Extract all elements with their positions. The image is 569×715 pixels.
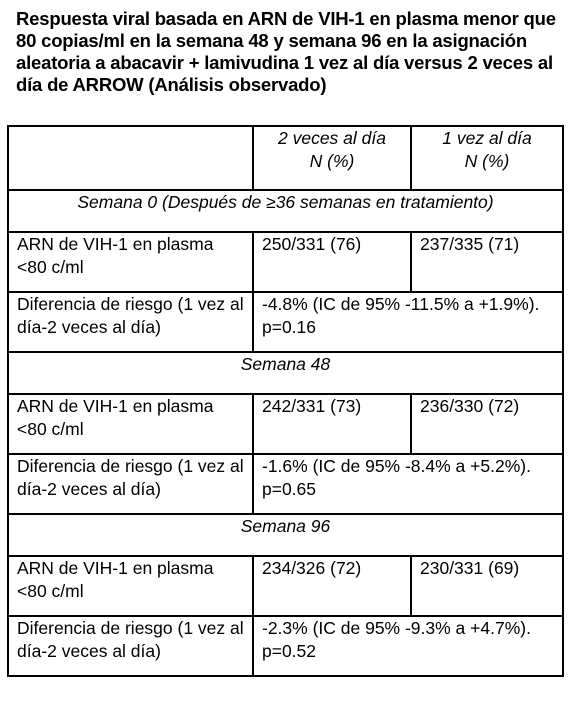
row-label: ARN de VIH-1 en plasma <80 c/ml (8, 232, 253, 292)
risk-difference-value: -1.6% (IC de 95% -8.4% a +5.2%). p=0.65 (253, 454, 563, 514)
section-heading-row (8, 514, 563, 556)
header-twice-daily-unit: N (%) (309, 151, 355, 171)
table-header-row (8, 126, 563, 190)
once-daily-value: 237/335 (71) (411, 232, 563, 292)
twice-daily-value: 242/331 (73) (253, 394, 411, 454)
section-heading-week48: Semana 48 (8, 352, 563, 394)
table-row (8, 232, 563, 292)
section-heading-row (8, 352, 563, 394)
risk-difference-row (8, 616, 563, 676)
table-row (8, 394, 563, 454)
table-row (8, 556, 563, 616)
risk-difference-value: -2.3% (IC de 95% -9.3% a +4.7%). p=0.52 (253, 616, 563, 676)
results-table (7, 125, 564, 677)
once-daily-value: 236/330 (72) (411, 394, 563, 454)
header-once-daily-label: 1 vez al día (442, 128, 532, 148)
header-once-daily-unit: N (%) (464, 151, 510, 171)
row-label: ARN de VIH-1 en plasma <80 c/ml (8, 394, 253, 454)
risk-difference-label: Diferencia de riesgo (1 vez al día-2 veces al día) (8, 454, 253, 514)
section-heading-row (8, 190, 563, 232)
document-title: Respuesta viral basada en ARN de VIH-1 en plasma menor que 80 copias/ml en la semana 48 y semana 96 en la asignación aleatoria a abacavir + lamivudina 1 vez al día versus 2 veces al día de ARROW (Análisis observado) (16, 8, 556, 95)
header-twice-daily (253, 126, 411, 190)
risk-difference-label: Diferencia de riesgo (1 vez al día-2 veces al día) (8, 292, 253, 352)
header-empty-cell (8, 126, 253, 190)
row-label: ARN de VIH-1 en plasma <80 c/ml (8, 556, 253, 616)
once-daily-value: 230/331 (69) (411, 556, 563, 616)
section-heading-week0: Semana 0 (Después de ≥36 semanas en tratamiento) (8, 190, 563, 232)
risk-difference-label: Diferencia de riesgo (1 vez al día-2 veces al día) (8, 616, 253, 676)
risk-difference-row (8, 292, 563, 352)
twice-daily-value: 250/331 (76) (253, 232, 411, 292)
risk-difference-row (8, 454, 563, 514)
header-once-daily (411, 126, 563, 190)
twice-daily-value: 234/326 (72) (253, 556, 411, 616)
risk-difference-value: -4.8% (IC de 95% -11.5% a +1.9%). p=0.16 (253, 292, 563, 352)
section-heading-week96: Semana 96 (8, 514, 563, 556)
header-twice-daily-label: 2 veces al día (278, 128, 386, 148)
